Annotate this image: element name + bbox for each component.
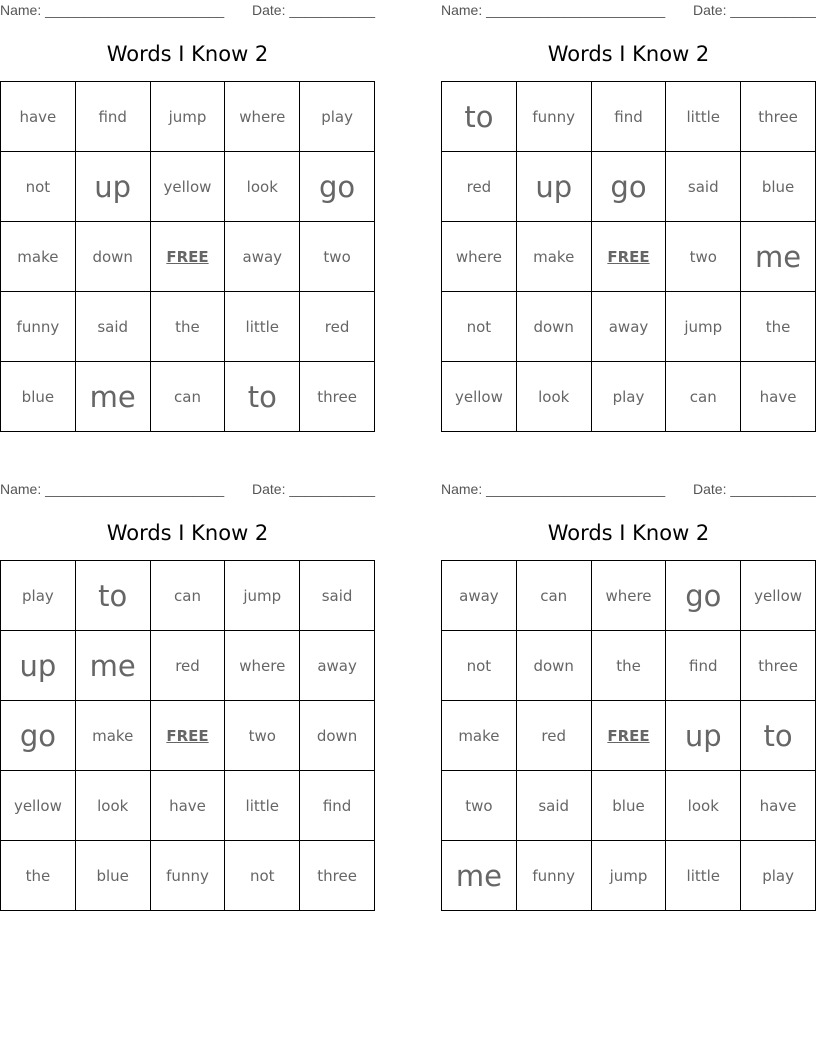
grid-row (442, 701, 816, 771)
word-cell: little (225, 771, 300, 841)
grid-row (442, 841, 816, 911)
word-cell: not (1, 152, 76, 222)
word-cell: up (75, 152, 150, 222)
word-cell: me (75, 631, 150, 701)
grid-row (1, 771, 375, 841)
date-field: Date: ___________ (252, 481, 375, 497)
word-cell: funny (1, 292, 76, 362)
word-cell: can (150, 561, 225, 631)
word-cell: have (150, 771, 225, 841)
word-cell: can (150, 362, 225, 432)
free-space: FREE (150, 701, 225, 771)
word-cell: red (300, 292, 375, 362)
card-header (441, 2, 816, 20)
grid-row (1, 222, 375, 292)
grid-row (1, 631, 375, 701)
word-cell: said (300, 561, 375, 631)
word-cell: can (516, 561, 591, 631)
grid-row (442, 82, 816, 152)
word-cell: the (741, 292, 816, 362)
word-cell: down (300, 701, 375, 771)
word-cell: me (741, 222, 816, 292)
word-cell: yellow (150, 152, 225, 222)
word-cell: the (1, 841, 76, 911)
word-cell: funny (516, 82, 591, 152)
word-cell: where (225, 82, 300, 152)
word-cell: away (591, 292, 666, 362)
word-cell: yellow (442, 362, 517, 432)
word-cell: jump (225, 561, 300, 631)
date-field: Date: ___________ (693, 2, 816, 18)
word-cell: down (516, 631, 591, 701)
word-cell: two (666, 222, 741, 292)
word-cell: red (516, 701, 591, 771)
name-field: Name: _______________________ (441, 481, 666, 497)
date-field: Date: ___________ (252, 2, 375, 18)
free-space: FREE (591, 701, 666, 771)
card-title: Words I Know 2 (106, 42, 269, 66)
grid-row (442, 152, 816, 222)
bingo-grid (0, 560, 375, 911)
card-header (0, 481, 375, 499)
card-header (0, 2, 375, 20)
card-title: Words I Know 2 (547, 42, 710, 66)
bingo-grid (0, 81, 375, 432)
card-title: Words I Know 2 (547, 521, 710, 545)
grid-row (442, 631, 816, 701)
word-cell: little (666, 841, 741, 911)
bingo-grid (441, 560, 816, 911)
word-cell: look (666, 771, 741, 841)
grid-row (1, 362, 375, 432)
grid-row (1, 292, 375, 362)
word-cell: away (300, 631, 375, 701)
word-cell: said (75, 292, 150, 362)
word-cell: little (666, 82, 741, 152)
free-space: FREE (591, 222, 666, 292)
word-cell: play (1, 561, 76, 631)
word-cell: jump (591, 841, 666, 911)
word-cell: up (516, 152, 591, 222)
word-cell: blue (741, 152, 816, 222)
word-cell: the (591, 631, 666, 701)
word-cell: three (741, 82, 816, 152)
word-cell: me (442, 841, 517, 911)
bingo-grid (441, 81, 816, 432)
word-cell: blue (1, 362, 76, 432)
word-cell: go (666, 561, 741, 631)
word-cell: blue (591, 771, 666, 841)
grid-row (1, 82, 375, 152)
date-field: Date: ___________ (693, 481, 816, 497)
word-cell: play (300, 82, 375, 152)
word-cell: away (442, 561, 517, 631)
word-cell: look (516, 362, 591, 432)
word-cell: yellow (741, 561, 816, 631)
word-cell: have (741, 362, 816, 432)
grid-row (1, 841, 375, 911)
word-cell: three (741, 631, 816, 701)
word-cell: make (75, 701, 150, 771)
word-cell: funny (516, 841, 591, 911)
name-field: Name: _______________________ (0, 2, 225, 18)
word-cell: red (442, 152, 517, 222)
word-cell: yellow (1, 771, 76, 841)
word-cell: to (75, 561, 150, 631)
word-cell: look (225, 152, 300, 222)
word-cell: play (741, 841, 816, 911)
word-cell: go (300, 152, 375, 222)
word-cell: jump (666, 292, 741, 362)
word-cell: the (150, 292, 225, 362)
word-cell: not (442, 631, 517, 701)
grid-row (1, 701, 375, 771)
word-cell: make (1, 222, 76, 292)
word-cell: down (75, 222, 150, 292)
grid-row (442, 292, 816, 362)
card-title: Words I Know 2 (106, 521, 269, 545)
word-cell: where (442, 222, 517, 292)
word-cell: red (150, 631, 225, 701)
word-cell: find (75, 82, 150, 152)
word-cell: to (225, 362, 300, 432)
name-field: Name: _______________________ (441, 2, 666, 18)
word-cell: said (516, 771, 591, 841)
word-cell: go (1, 701, 76, 771)
word-cell: go (591, 152, 666, 222)
grid-row (442, 561, 816, 631)
word-cell: up (666, 701, 741, 771)
grid-row (442, 771, 816, 841)
grid-row (1, 561, 375, 631)
grid-row (1, 152, 375, 222)
word-cell: to (442, 82, 517, 152)
word-cell: where (591, 561, 666, 631)
card-header (441, 481, 816, 499)
word-cell: not (225, 841, 300, 911)
word-cell: two (225, 701, 300, 771)
word-cell: said (666, 152, 741, 222)
word-cell: make (442, 701, 517, 771)
word-cell: find (300, 771, 375, 841)
word-cell: where (225, 631, 300, 701)
grid-row (442, 362, 816, 432)
word-cell: down (516, 292, 591, 362)
grid-row (442, 222, 816, 292)
word-cell: to (741, 701, 816, 771)
word-cell: not (442, 292, 517, 362)
word-cell: two (300, 222, 375, 292)
word-cell: two (442, 771, 517, 841)
word-cell: find (666, 631, 741, 701)
name-field: Name: _______________________ (0, 481, 225, 497)
word-cell: can (666, 362, 741, 432)
word-cell: blue (75, 841, 150, 911)
word-cell: three (300, 841, 375, 911)
word-cell: jump (150, 82, 225, 152)
word-cell: up (1, 631, 76, 701)
free-space: FREE (150, 222, 225, 292)
word-cell: find (591, 82, 666, 152)
word-cell: three (300, 362, 375, 432)
word-cell: have (741, 771, 816, 841)
word-cell: look (75, 771, 150, 841)
word-cell: play (591, 362, 666, 432)
word-cell: make (516, 222, 591, 292)
word-cell: funny (150, 841, 225, 911)
word-cell: little (225, 292, 300, 362)
word-cell: away (225, 222, 300, 292)
word-cell: have (1, 82, 76, 152)
word-cell: me (75, 362, 150, 432)
